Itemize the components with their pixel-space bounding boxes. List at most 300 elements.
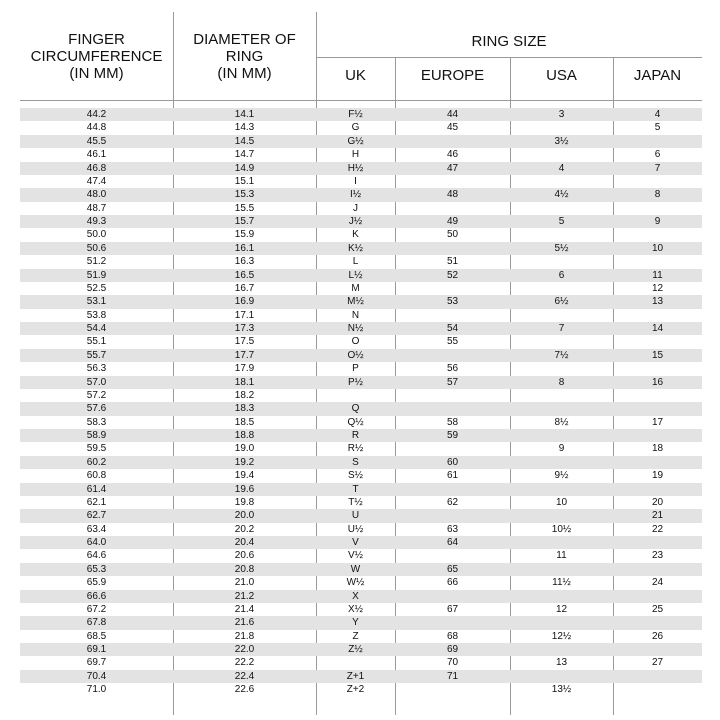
header-finger-circumference: FINGER CIRCUMFERENCE (IN MM) — [30, 31, 163, 82]
cell-europe: 66 — [446, 577, 459, 589]
cell-finger-circumference: 60.2 — [86, 456, 107, 468]
cell-uk: L — [352, 256, 359, 268]
cell-japan: 12 — [651, 282, 664, 294]
cell-europe — [395, 202, 510, 215]
cell-uk: Q½ — [347, 416, 364, 428]
cell-europe: 61 — [446, 470, 459, 482]
cell-uk — [316, 656, 395, 669]
cell-usa — [510, 389, 613, 402]
cell-diameter: 19.8 — [234, 496, 255, 508]
cell-japan: 17 — [651, 416, 664, 428]
cell-uk: Q — [351, 403, 360, 415]
cell-europe — [395, 549, 510, 562]
cell-europe: 71 — [446, 670, 459, 682]
cell-usa: 13½ — [551, 684, 572, 696]
cell-uk: G½ — [347, 135, 364, 147]
cell-europe: 62 — [446, 496, 459, 508]
cell-japan: 4 — [654, 109, 661, 120]
cell-uk: O — [351, 336, 360, 348]
cell-finger-circumference: 51.9 — [86, 269, 107, 281]
cell-usa: 3½ — [554, 135, 569, 147]
cell-finger-circumference: 69.7 — [86, 657, 107, 669]
cell-japan: 15 — [651, 349, 664, 361]
table-row — [20, 148, 702, 161]
cell-europe: 56 — [446, 363, 459, 375]
cell-usa: 4½ — [554, 189, 569, 201]
cell-japan: 23 — [651, 550, 664, 562]
cell-finger-circumference: 52.5 — [86, 282, 107, 294]
cell-usa — [510, 255, 613, 268]
cell-japan: 10 — [651, 242, 664, 254]
cell-finger-circumference: 63.4 — [86, 523, 107, 535]
cell-diameter: 15.9 — [234, 229, 255, 241]
cell-finger-circumference: 50.0 — [86, 229, 107, 241]
cell-usa — [510, 643, 613, 656]
cell-diameter: 15.7 — [234, 216, 255, 227]
table-body — [20, 108, 702, 697]
cell-diameter: 16.9 — [234, 296, 255, 308]
table-row — [20, 416, 702, 429]
table-row — [20, 135, 702, 148]
cell-usa: 13 — [555, 657, 568, 669]
cell-diameter: 21.4 — [234, 603, 255, 615]
cell-finger-circumference: 45.5 — [86, 135, 107, 147]
cell-japan — [613, 563, 702, 576]
cell-diameter: 20.4 — [234, 537, 255, 548]
cell-europe: 60 — [446, 456, 459, 468]
cell-europe: 57 — [446, 376, 459, 388]
cell-finger-circumference: 60.8 — [86, 470, 107, 482]
cell-japan: 9 — [654, 216, 661, 227]
cell-uk: V½ — [347, 550, 363, 562]
cell-japan — [613, 483, 702, 496]
cell-europe — [395, 349, 510, 362]
table-row — [20, 255, 702, 268]
cell-japan — [613, 402, 702, 415]
cell-uk: N½ — [347, 323, 364, 334]
table-row — [20, 188, 702, 201]
cell-uk: N — [351, 309, 360, 321]
cell-usa: 6½ — [554, 296, 569, 308]
table-row — [20, 202, 702, 215]
cell-uk: I — [354, 175, 357, 187]
cell-europe: 64 — [446, 537, 459, 548]
cell-usa — [510, 202, 613, 215]
cell-diameter: 16.5 — [234, 269, 255, 281]
cell-uk: J½ — [348, 216, 363, 227]
cell-finger-circumference: 68.5 — [86, 630, 107, 642]
cell-japan: 22 — [651, 523, 664, 535]
cell-diameter: 14.1 — [234, 109, 255, 120]
cell-uk: I½ — [349, 189, 362, 201]
cell-diameter: 21.0 — [234, 577, 255, 589]
cell-japan — [613, 429, 702, 442]
cell-finger-circumference: 57.0 — [86, 376, 107, 388]
cell-finger-circumference: 55.1 — [86, 336, 107, 348]
cell-uk: H — [351, 149, 360, 161]
cell-finger-circumference: 67.8 — [86, 617, 107, 629]
cell-uk: Z½ — [348, 644, 363, 655]
cell-finger-circumference: 69.1 — [86, 644, 107, 655]
cell-usa: 12½ — [551, 630, 572, 642]
table-row — [20, 509, 702, 522]
cell-usa — [510, 335, 613, 348]
cell-japan: 6 — [654, 149, 661, 161]
cell-japan — [613, 456, 702, 469]
cell-uk: X½ — [347, 603, 363, 615]
table-row — [20, 215, 702, 228]
cell-uk: R — [351, 430, 360, 441]
cell-uk: K½ — [347, 242, 363, 254]
cell-usa — [510, 456, 613, 469]
cell-finger-circumference: 67.2 — [86, 603, 107, 615]
cell-diameter: 16.7 — [234, 282, 255, 294]
cell-finger-circumference: 57.2 — [86, 389, 107, 401]
cell-usa — [510, 148, 613, 161]
cell-usa — [510, 175, 613, 188]
cell-uk: R½ — [347, 443, 364, 455]
cell-japan: 14 — [651, 323, 664, 334]
cell-uk: V — [352, 537, 359, 548]
cell-europe — [395, 683, 510, 696]
cell-japan: 8 — [654, 189, 661, 201]
cell-usa: 5 — [558, 216, 565, 227]
table-row — [20, 162, 702, 175]
cell-finger-circumference: 66.6 — [86, 590, 107, 602]
cell-finger-circumference: 71.0 — [86, 684, 107, 696]
table-row — [20, 523, 702, 536]
cell-europe: 49 — [446, 216, 459, 227]
cell-diameter: 14.9 — [234, 162, 255, 174]
cell-europe: 55 — [446, 336, 459, 348]
cell-usa: 8 — [558, 376, 565, 388]
table-row — [20, 175, 702, 188]
cell-europe — [395, 616, 510, 629]
cell-diameter: 17.9 — [234, 363, 255, 375]
cell-uk: M — [351, 282, 360, 294]
table-row — [20, 656, 702, 669]
cell-diameter: 20.8 — [234, 563, 255, 575]
cell-japan — [613, 536, 702, 549]
header-usa: USA — [546, 67, 577, 84]
cell-diameter: 14.7 — [234, 149, 255, 161]
cell-diameter: 22.0 — [234, 644, 255, 655]
cell-diameter: 16.3 — [234, 256, 255, 268]
table-row — [20, 429, 702, 442]
cell-finger-circumference: 44.8 — [86, 122, 107, 134]
cell-uk: P — [352, 363, 359, 375]
cell-diameter: 19.2 — [234, 456, 255, 468]
table-row — [20, 402, 702, 415]
cell-europe: 54 — [446, 323, 459, 334]
cell-usa — [510, 670, 613, 683]
cell-uk: T½ — [348, 496, 363, 508]
cell-europe — [395, 389, 510, 402]
cell-diameter: 17.7 — [234, 349, 255, 361]
table-row — [20, 389, 702, 402]
cell-diameter: 19.0 — [234, 443, 255, 455]
table-row — [20, 242, 702, 255]
cell-usa: 6 — [558, 269, 565, 281]
cell-diameter: 14.5 — [234, 135, 255, 147]
cell-europe: 48 — [446, 189, 459, 201]
cell-uk: L½ — [348, 269, 363, 281]
cell-uk: W½ — [346, 577, 365, 589]
cell-japan — [613, 389, 702, 402]
cell-japan — [613, 309, 702, 322]
cell-uk: Z — [352, 630, 359, 642]
cell-usa — [510, 509, 613, 522]
cell-diameter: 21.8 — [234, 630, 255, 642]
cell-finger-circumference: 48.7 — [86, 202, 107, 214]
cell-uk: U — [351, 510, 360, 522]
cell-diameter: 16.1 — [234, 242, 255, 254]
table-row — [20, 590, 702, 603]
table-row — [20, 282, 702, 295]
table-row — [20, 456, 702, 469]
cell-diameter: 22.4 — [234, 670, 255, 682]
cell-usa: 5½ — [554, 242, 569, 254]
cell-usa: 9 — [558, 443, 565, 455]
table-row — [20, 362, 702, 375]
cell-uk: G — [351, 122, 360, 134]
cell-japan — [613, 175, 702, 188]
cell-usa — [510, 536, 613, 549]
cell-europe: 65 — [446, 563, 459, 575]
cell-uk: H½ — [347, 162, 364, 174]
cell-europe: 46 — [446, 149, 459, 161]
cell-finger-circumference: 44.2 — [86, 109, 107, 120]
table-row — [20, 322, 702, 335]
cell-uk: W — [350, 563, 361, 575]
cell-europe: 69 — [446, 644, 459, 655]
cell-europe — [395, 590, 510, 603]
cell-europe — [395, 282, 510, 295]
table-row — [20, 295, 702, 308]
cell-usa — [510, 402, 613, 415]
cell-diameter: 17.1 — [234, 309, 255, 321]
table-row — [20, 496, 702, 509]
header-europe: EUROPE — [420, 67, 485, 84]
cell-usa: 7½ — [554, 349, 569, 361]
table-row — [20, 563, 702, 576]
cell-usa — [510, 282, 613, 295]
cell-europe — [395, 509, 510, 522]
cell-europe: 58 — [446, 416, 459, 428]
cell-europe — [395, 402, 510, 415]
cell-diameter: 20.2 — [234, 523, 255, 535]
cell-uk — [316, 389, 395, 402]
cell-finger-circumference: 46.1 — [86, 149, 107, 161]
cell-diameter: 15.1 — [234, 175, 255, 187]
cell-japan: 18 — [651, 443, 664, 455]
cell-japan — [613, 135, 702, 148]
cell-usa — [510, 309, 613, 322]
cell-japan — [613, 335, 702, 348]
cell-uk: Y — [352, 617, 359, 629]
cell-japan — [613, 202, 702, 215]
cell-japan: 25 — [651, 603, 664, 615]
cell-diameter: 18.3 — [234, 403, 255, 415]
cell-japan — [613, 590, 702, 603]
cell-uk: F½ — [348, 109, 363, 120]
header-japan: JAPAN — [633, 67, 682, 84]
cell-finger-circumference: 53.8 — [86, 309, 107, 321]
table-row — [20, 670, 702, 683]
cell-usa: 9½ — [554, 470, 569, 482]
table-row — [20, 549, 702, 562]
cell-finger-circumference: 47.4 — [86, 175, 107, 187]
cell-diameter: 18.5 — [234, 416, 255, 428]
table-row — [20, 309, 702, 322]
cell-usa: 7 — [558, 323, 565, 334]
cell-usa — [510, 429, 613, 442]
table-row — [20, 616, 702, 629]
cell-usa — [510, 616, 613, 629]
cell-japan: 21 — [651, 510, 664, 522]
table-row — [20, 108, 702, 121]
cell-finger-circumference: 61.4 — [86, 483, 107, 495]
cell-diameter: 17.5 — [234, 336, 255, 348]
table-row — [20, 683, 702, 696]
cell-europe: 68 — [446, 630, 459, 642]
table-row — [20, 121, 702, 134]
cell-europe: 45 — [446, 122, 459, 134]
cell-diameter: 18.8 — [234, 430, 255, 441]
cell-uk: Z+1 — [346, 670, 365, 682]
cell-japan — [613, 670, 702, 683]
cell-finger-circumference: 56.3 — [86, 363, 107, 375]
table-row — [20, 269, 702, 282]
cell-finger-circumference: 58.3 — [86, 416, 107, 428]
cell-usa: 10 — [555, 496, 568, 508]
cell-finger-circumference: 59.5 — [86, 443, 107, 455]
header-uk: UK — [345, 67, 366, 84]
cell-diameter: 21.6 — [234, 617, 255, 629]
cell-europe: 59 — [446, 430, 459, 441]
cell-finger-circumference: 54.4 — [86, 323, 107, 334]
cell-finger-circumference: 70.4 — [86, 670, 107, 682]
cell-diameter: 22.2 — [234, 657, 255, 669]
table-row — [20, 630, 702, 643]
cell-uk: S½ — [347, 470, 363, 482]
cell-diameter: 14.3 — [234, 122, 255, 134]
table-row — [20, 643, 702, 656]
ring-size-divider — [316, 57, 702, 58]
cell-usa: 8½ — [554, 416, 569, 428]
cell-japan — [613, 643, 702, 656]
table-row — [20, 228, 702, 241]
cell-europe — [395, 483, 510, 496]
cell-uk: S — [352, 456, 359, 468]
cell-finger-circumference: 48.0 — [86, 189, 107, 201]
cell-diameter: 21.2 — [234, 590, 255, 602]
cell-japan: 27 — [651, 657, 664, 669]
cell-japan — [613, 616, 702, 629]
table-row — [20, 536, 702, 549]
cell-europe — [395, 175, 510, 188]
cell-diameter: 18.2 — [234, 389, 255, 401]
cell-finger-circumference: 46.8 — [86, 162, 107, 174]
header-ring-diameter: DIAMETER OF RING (IN MM) — [193, 31, 296, 82]
cell-finger-circumference: 64.6 — [86, 550, 107, 562]
cell-finger-circumference: 55.7 — [86, 349, 107, 361]
table-row — [20, 442, 702, 455]
table-row — [20, 469, 702, 482]
table-row — [20, 376, 702, 389]
cell-europe — [395, 242, 510, 255]
cell-finger-circumference: 50.6 — [86, 242, 107, 254]
cell-japan: 24 — [651, 577, 664, 589]
cell-finger-circumference: 62.1 — [86, 496, 107, 508]
cell-europe — [395, 309, 510, 322]
cell-uk: T — [352, 483, 359, 495]
cell-diameter: 18.1 — [234, 376, 255, 388]
table-row — [20, 603, 702, 616]
cell-uk: O½ — [347, 349, 364, 361]
cell-diameter: 15.5 — [234, 202, 255, 214]
cell-japan — [613, 228, 702, 241]
cell-japan: 19 — [651, 470, 664, 482]
cell-europe: 67 — [446, 603, 459, 615]
cell-europe: 53 — [446, 296, 459, 308]
cell-japan: 11 — [652, 269, 663, 281]
cell-finger-circumference: 49.3 — [86, 216, 107, 227]
cell-usa: 10½ — [551, 523, 572, 535]
cell-japan: 7 — [654, 162, 661, 174]
cell-uk: M½ — [347, 296, 364, 308]
cell-usa: 3 — [558, 109, 565, 120]
cell-europe: 51 — [446, 256, 459, 268]
cell-europe: 70 — [446, 657, 459, 669]
cell-usa — [510, 362, 613, 375]
cell-finger-circumference: 51.2 — [86, 256, 107, 268]
cell-usa — [510, 563, 613, 576]
cell-finger-circumference: 57.6 — [86, 403, 107, 415]
cell-diameter: 17.3 — [234, 323, 255, 334]
cell-uk: J — [353, 202, 358, 214]
cell-diameter: 19.4 — [234, 470, 255, 482]
cell-uk: Z+2 — [346, 684, 365, 696]
cell-japan — [613, 683, 702, 696]
cell-diameter: 20.0 — [234, 510, 255, 522]
cell-usa — [510, 590, 613, 603]
cell-japan: 26 — [651, 630, 664, 642]
cell-finger-circumference: 65.9 — [86, 577, 107, 589]
cell-usa: 11½ — [552, 577, 571, 589]
cell-finger-circumference: 64.0 — [86, 537, 107, 548]
cell-japan — [613, 255, 702, 268]
cell-japan: 20 — [651, 496, 664, 508]
cell-uk: X — [352, 590, 359, 602]
table-row — [20, 483, 702, 496]
cell-europe — [395, 135, 510, 148]
cell-europe: 47 — [446, 162, 459, 174]
cell-japan: 13 — [651, 296, 664, 308]
cell-diameter: 20.6 — [234, 550, 255, 562]
cell-europe: 50 — [446, 229, 459, 241]
table-row — [20, 349, 702, 362]
cell-japan: 5 — [654, 122, 661, 134]
cell-usa — [510, 483, 613, 496]
table-row — [20, 335, 702, 348]
cell-diameter: 22.6 — [234, 684, 255, 696]
table-row — [20, 576, 702, 589]
cell-europe — [395, 442, 510, 455]
cell-uk: P½ — [347, 376, 363, 388]
cell-finger-circumference: 62.7 — [86, 510, 107, 522]
cell-europe: 63 — [446, 523, 459, 535]
